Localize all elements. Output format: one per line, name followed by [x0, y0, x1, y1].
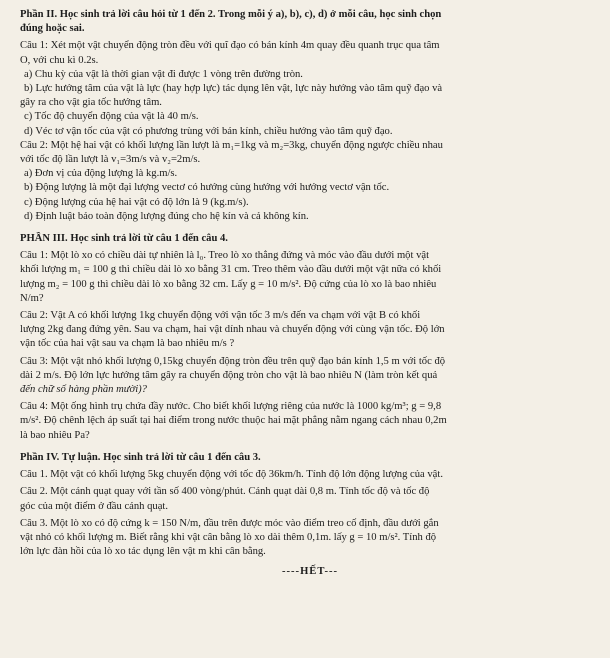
p2-q2-stem-cont: với tốc độ lần lượt là v₁=3m/s và v₂=2m/s.: [20, 154, 201, 166]
question-line: Câu 2. Một cánh quạt quay với tần số 400 vòng/phút. Cánh quạt dài 0,8 m. Tính tốc độ và tốc độ: [20, 486, 430, 498]
p3-question-1: [20, 249, 600, 306]
question-line: Câu 2: Vật A có khối lượng 1kg chuyển động với vận tốc 3 m/s đến va chạm với vật B có khối: [20, 310, 421, 322]
p3-question-4: [20, 400, 600, 443]
question-line: lượng 2kg đang đứng yên. Sau va chạm, hai vật dính nhau và chuyển động với cùng vận tốc. Độ lớn: [20, 324, 445, 336]
p4-question-2: [20, 485, 600, 513]
p2-q1-option-b-cont: gây ra cho vật gia tốc hướng tâm.: [20, 97, 162, 109]
question-line: lớn lực đàn hồi của lò xo tác dụng lên vật m khi cân bằng.: [20, 546, 266, 558]
part2-heading: Phần II. Học sinh trả lời câu hỏi từ 1 đến 2. Trong mỗi ý a), b), c), d) ở mỗi câu, học sinh chọn: [20, 9, 442, 20]
p2-q1-stem: Câu 1: Xét một vật chuyển động tròn đều với quĩ đạo có bán kính 4m quay đều quanh trục qua tâm: [20, 40, 440, 52]
question-line: Câu 1. Một vật có khối lượng 5kg chuyển động với tốc độ 36km/h. Tính độ lớn động lượng của vật.: [20, 469, 443, 481]
question-line: đến chữ số hàng phần mười)?: [20, 384, 147, 396]
question-line: lượng m₂ = 100 g thì chiều dài lò xo bằng 32 cm. Lấy g = 10 m/s². Độ cứng của lò xo là bao nhiêu: [20, 278, 437, 290]
question-line: Câu 4: Một ống hình trụ chứa đầy nước. Cho biết khối lượng riêng của nước là 1000 kg/m³; g = 9,8: [20, 401, 442, 413]
question-line: Câu 1: Một lò xo có chiều dài tự nhiên là l₀. Treo lò xo thẳng đứng và móc vào đầu dưới một vật: [20, 250, 430, 262]
question-line: N/m?: [20, 292, 44, 304]
p2-q1-option-b: b) Lực hướng tâm của vật là lực (hay hợp lực) tác dụng lên vật, lực này hướng vào tâm quỹ đạo và: [24, 83, 443, 95]
p4-question-1: [20, 468, 600, 482]
p2-q1-option-a: a) Chu kỳ của vật là thời gian vật đi được 1 vòng trên đường tròn.: [24, 68, 303, 80]
question-line: Câu 3. Một lò xo có độ cứng k = 150 N/m, đầu trên được móc vào điểm treo cố định, đầu dưới gắn: [20, 517, 439, 529]
part2-heading-cont: đúng hoặc sai.: [20, 23, 85, 35]
question-line: là bao nhiêu Pa?: [20, 429, 90, 441]
p2-q1-stem-cont: O, với chu kì 0.2s.: [20, 54, 99, 66]
p4-question-3: [20, 517, 600, 560]
question-line: dài 2 m/s. Độ lớn lực hướng tâm gây ra chuyển động tròn cho vật là bao nhiêu N (làm tròn kết quả: [20, 369, 438, 381]
part4-heading: Phần IV. Tự luận. Học sinh trả lời từ câu 1 đến câu 3.: [20, 451, 261, 463]
end-marker: ----HẾT---: [281, 566, 339, 578]
question-line: vật nhỏ có khối lượng m. Biết rằng khi vật cân bằng lò xo dài thêm 0,1m. lấy g = 10 m/s². Tính độ: [20, 531, 437, 543]
p2-q1-option-d: d) Véc tơ vận tốc của vật có phương trùng với bán kính, chiều hướng vào tâm quỹ đạo.: [24, 125, 393, 137]
p2-q2-option-c: c) Động lượng của hệ hai vật có độ lớn là 9 (kg.m/s).: [24, 196, 249, 208]
p2-q2-option-a: a) Đơn vị của động lượng là kg.m/s.: [24, 168, 178, 180]
question-line: khối lượng m₁ = 100 g thì chiều dài lò xo bằng 31 cm. Treo thêm vào đầu dưới một vật nữa có khối: [20, 264, 442, 276]
p2-q1-option-c: c) Tốc độ chuyển động của vật là 40 m/s.: [24, 111, 199, 123]
question-line: vận tốc của hai vật sau va chạm là bao nhiêu m/s ?: [20, 338, 235, 350]
question-line: Câu 3: Một vật nhỏ khối lượng 0,15kg chuyển động tròn đều trên quỹ đạo bán kính 1,5 m với tốc độ: [20, 355, 446, 367]
p2-q2-stem: Câu 2: Một hệ hai vật có khối lượng lần lượt là m₁=1kg và m₂=3kg, chuyển động ngược chiều nhau: [20, 139, 443, 151]
question-line: góc của một điểm ở đầu cánh quạt.: [20, 500, 168, 512]
part3-heading: PHẦN III. Học sinh trả lời từ câu 1 đến câu 4.: [20, 233, 228, 245]
p2-q2-option-b: b) Động lượng là một đại lượng vectơ có hướng cùng hướng với hướng vectơ vận tốc.: [24, 182, 390, 194]
p3-question-2: [20, 309, 600, 352]
question-line: m/s². Độ chênh lệch áp suất tại hai điểm trong nước thuộc hai mặt phẳng nằm ngang cách nhau 0,2m: [20, 415, 447, 427]
p3-question-3: [20, 355, 600, 398]
p2-q2-option-d: d) Định luật bảo toàn động lượng đúng cho hệ kín và cả không kín.: [24, 210, 309, 222]
